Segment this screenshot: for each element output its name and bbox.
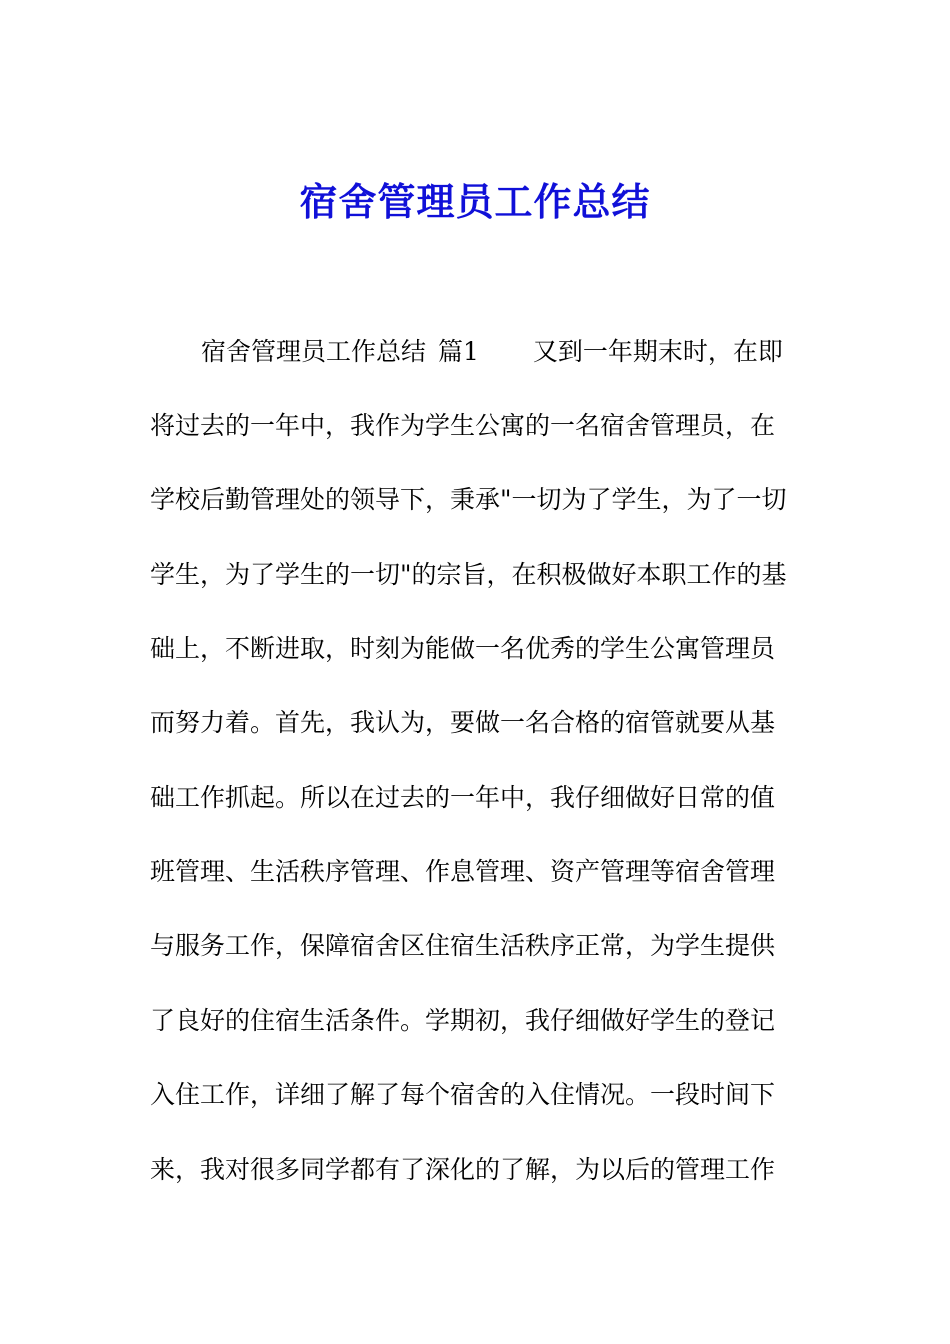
- paragraph-line: 学生，为了学生的一切"的宗旨，在积极做好本职工作的基: [150, 560, 787, 589]
- paragraph-line: 入住工作，详细了解了每个宿舍的入住情况。一段时间下: [150, 1080, 776, 1109]
- paragraph-line: 将过去的一年中，我作为学生公寓的一名宿舍管理员，在: [150, 411, 776, 440]
- section-label: 篇1: [438, 337, 479, 366]
- paragraph-line: 班管理、生活秩序管理、作息管理、资产管理等宿舍管理: [150, 857, 776, 886]
- paragraph-line: 础上，不断进取，时刻为能做一名优秀的学生公寓管理员: [150, 634, 776, 663]
- document-title: 宿舍管理员工作总结: [299, 179, 651, 224]
- paragraph-line: 了良好的住宿生活条件。学期初，我仔细做好学生的登记: [150, 1006, 776, 1035]
- paragraph-line: 学校后勤管理处的领导下，秉承"一切为了学生，为了一切: [150, 485, 787, 514]
- paragraph-first-line: [150, 332, 861, 372]
- paragraph-line: 础工作抓起。所以在过去的一年中，我仔细做好日常的值: [150, 783, 776, 812]
- section-heading: 宿舍管理员工作总结: [201, 337, 427, 366]
- paragraph-line: 而努力着。首先，我认为，要做一名合格的宿管就要从基: [150, 708, 776, 737]
- paragraph-line: 来，我对很多同学都有了深化的了解，为以后的管理工作: [150, 1155, 776, 1184]
- paragraph-line: 又到一年期末时，在即: [532, 337, 783, 366]
- paragraph-line: 与服务工作，保障宿舍区住宿生活秩序正常，为学生提供: [150, 931, 776, 960]
